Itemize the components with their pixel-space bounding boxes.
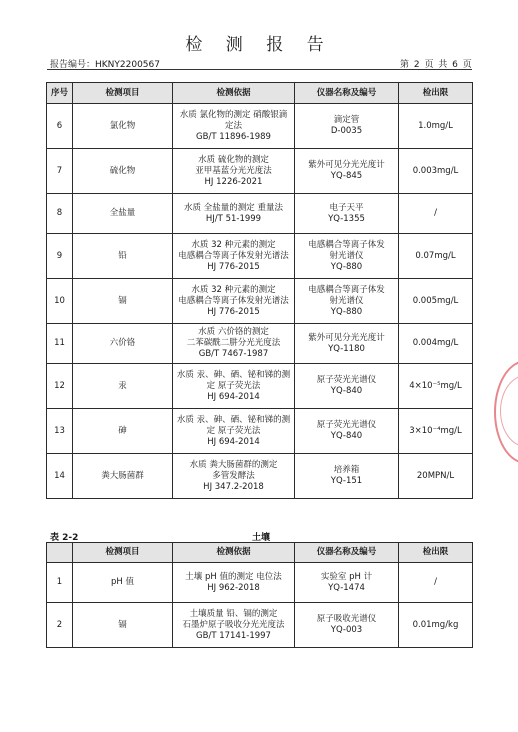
instrument-line: YQ-840 [330, 431, 363, 441]
test-basis [173, 324, 295, 364]
table-header-row [47, 83, 473, 104]
instrument [295, 324, 399, 364]
instrument [295, 454, 399, 499]
instrument-line: YQ-1180 [328, 343, 365, 354]
table-row [47, 409, 473, 454]
table-row [47, 279, 473, 324]
instrument [295, 563, 399, 603]
test-item: 汞 [73, 364, 173, 409]
detection-limit: 3×10⁻⁴mg/L [399, 409, 473, 454]
detection-limit: 0.005mg/L [399, 279, 473, 324]
row-number: 2 [47, 603, 73, 648]
instrument-line: YQ-845 [330, 171, 363, 181]
test-basis-line: GB/T 7467-1987 [198, 349, 269, 359]
column-header-basis: 检测依据 [173, 83, 295, 104]
page-counter: 第 2 页 共 6 页 [400, 60, 472, 70]
detection-limit: 1.0mg/L [399, 104, 473, 149]
table-row [47, 104, 473, 149]
instrument [295, 409, 399, 454]
instrument-line: YQ-880 [330, 306, 363, 317]
instrument-line: 电感耦合等离子体发 [308, 284, 385, 295]
column-header-no: 序号 [47, 83, 73, 104]
report-number: 报告编号：HKNY2200567 [50, 60, 160, 70]
instrument [295, 234, 399, 279]
detection-limit: 4×10⁻⁵mg/L [399, 364, 473, 409]
test-basis-line: HJ 347.2-2018 [203, 481, 264, 492]
test-basis [173, 454, 295, 499]
test-basis [173, 364, 295, 409]
test-basis [173, 194, 295, 234]
test-basis-line: 水质 汞、砷、硒、铋和锑的测 [176, 369, 291, 380]
table-number: 表 2-2 [50, 533, 79, 543]
test-basis-line: HJ/T 51-1999 [205, 213, 262, 224]
test-item: 全盐量 [73, 194, 173, 234]
test-basis-line: 水质 汞、砷、硒、铋和锑的测 [176, 414, 291, 425]
row-number: 13 [47, 409, 73, 454]
instrument-line: 射光谱仪 [329, 250, 364, 261]
column-header-item: 检测项目 [73, 543, 173, 563]
instrument-line: 原子吸收光谱仪 [316, 614, 377, 624]
instrument [295, 104, 399, 149]
column-header-limit: 检出限 [399, 83, 473, 104]
table-row [47, 364, 473, 409]
row-number: 7 [47, 149, 73, 194]
instrument-line: 培养箱 [333, 465, 360, 475]
test-basis-line: 水质 32 种元素的测定 [191, 239, 276, 250]
soil-results-table [46, 542, 473, 648]
instrument-line: 滴定管 [333, 115, 360, 125]
row-number: 9 [47, 234, 73, 279]
table-header-row [47, 543, 473, 563]
test-item: 粪大肠菌群 [73, 454, 173, 499]
row-number: 8 [47, 194, 73, 234]
column-header-instrument: 仪器名称及编号 [295, 83, 399, 104]
test-basis-line: 定 原子荧光法 [206, 380, 261, 391]
row-number: 11 [47, 324, 73, 364]
instrument-line: 实验室 pH 计 [320, 571, 373, 582]
instrument-line: YQ-880 [330, 261, 363, 272]
column-header-item: 检测项目 [73, 83, 173, 104]
test-item: 六价铬 [73, 324, 173, 364]
instrument-line: 电子天平 [329, 202, 364, 213]
detection-limit: 0.07mg/L [399, 234, 473, 279]
row-number: 10 [47, 279, 73, 324]
instrument-line: 电感耦合等离子体发 [308, 239, 385, 250]
table-row [47, 324, 473, 364]
instrument-line: YQ-003 [330, 625, 363, 635]
table-row [47, 149, 473, 194]
instrument [295, 194, 399, 234]
instrument-line: YQ-1355 [328, 213, 365, 224]
test-basis-line: 土壤质量 铅、镉的测定 [189, 608, 278, 619]
row-number: 12 [47, 364, 73, 409]
row-number: 14 [47, 454, 73, 499]
detection-limit: 0.003mg/L [399, 149, 473, 194]
test-basis-line: HJ 962-2018 [207, 582, 260, 593]
test-basis-line: 亚甲基蓝分光光度法 [195, 165, 272, 176]
test-basis-line: 多管发酵法 [212, 470, 255, 481]
test-item: 铅 [73, 234, 173, 279]
test-basis-line: 石墨炉原子吸收分光光度法 [182, 619, 285, 630]
test-basis-line: 水质 粪大肠菌群的测定 [189, 459, 278, 470]
test-basis-line: HJ 776-2015 [207, 261, 260, 272]
test-basis-line: HJ 776-2015 [207, 306, 260, 317]
test-basis [173, 563, 295, 603]
instrument-line: YQ-1474 [328, 582, 365, 593]
test-basis-line: GB/T 11896-1989 [196, 131, 271, 142]
test-basis [173, 234, 295, 279]
detection-limit: / [399, 194, 473, 234]
test-basis-line: 水质 六价铬的测定 [198, 327, 269, 337]
test-basis [173, 149, 295, 194]
header-rule [47, 69, 472, 70]
instrument-line: D-0035 [330, 126, 363, 136]
instrument-line: 紫外可见分光光度计 [308, 160, 385, 170]
test-basis-line: HJ 1226-2021 [204, 176, 263, 187]
test-basis [173, 603, 295, 648]
test-basis-line: 水质 氯化物的测定 硝酸银滴 [179, 109, 288, 120]
instrument [295, 603, 399, 648]
test-basis-line: HJ 694-2014 [207, 391, 260, 402]
instrument-line: 原子荧光光谱仪 [316, 375, 377, 385]
instrument-line: 原子荧光光谱仪 [316, 420, 377, 430]
table-row [47, 234, 473, 279]
test-basis-line: 电感耦合等离子体发射光谱法 [178, 250, 289, 261]
instrument [295, 149, 399, 194]
test-item: 镉 [73, 603, 173, 648]
test-item: 硫化物 [73, 149, 173, 194]
detection-limit: 0.004mg/L [399, 324, 473, 364]
row-number: 1 [47, 563, 73, 603]
detection-limit: 0.01mg/kg [399, 603, 473, 648]
test-basis-line: 土壤 pH 值的测定 电位法 [185, 571, 282, 582]
column-header-instrument: 仪器名称及编号 [295, 543, 399, 563]
test-basis [173, 409, 295, 454]
test-basis-line: 电感耦合等离子体发射光谱法 [178, 295, 289, 306]
instrument [295, 364, 399, 409]
test-basis [173, 279, 295, 324]
table-row [47, 563, 473, 603]
test-basis-line: 水质 32 种元素的测定 [191, 284, 276, 295]
table-title: 土壤 [252, 533, 271, 543]
instrument-line: 紫外可见分光光度计 [308, 332, 385, 343]
page-title: 检 测 报 告 [185, 35, 333, 55]
row-number: 6 [47, 104, 73, 149]
table-row [47, 454, 473, 499]
water-results-table [46, 82, 473, 499]
table-row [47, 194, 473, 234]
column-header-limit: 检出限 [399, 543, 473, 563]
test-item: pH 值 [73, 563, 173, 603]
test-basis-line: 定 原子荧光法 [206, 425, 261, 436]
instrument-line: YQ-840 [330, 386, 363, 396]
instrument-line: 射光谱仪 [329, 295, 364, 306]
test-basis-line: 水质 全盐量的测定 重量法 [184, 202, 283, 213]
instrument-line: YQ-151 [330, 476, 363, 486]
table-row [47, 603, 473, 648]
test-item: 镉 [73, 279, 173, 324]
test-basis-line: 水质 硫化物的测定 [198, 154, 269, 165]
column-header-no [47, 543, 73, 563]
test-basis-line: 定法 [224, 120, 242, 131]
test-basis-line: HJ 694-2014 [207, 436, 260, 447]
test-basis [173, 104, 295, 149]
detection-limit: 20MPN/L [399, 454, 473, 499]
detection-limit: / [399, 563, 473, 603]
column-header-basis: 检测依据 [173, 543, 295, 563]
test-item: 氯化物 [73, 104, 173, 149]
test-basis-line: 二苯碳酰二肼分光光度法 [186, 338, 281, 348]
test-basis-line: GB/T 17141-1997 [196, 630, 271, 641]
instrument [295, 279, 399, 324]
test-item: 砷 [73, 409, 173, 454]
